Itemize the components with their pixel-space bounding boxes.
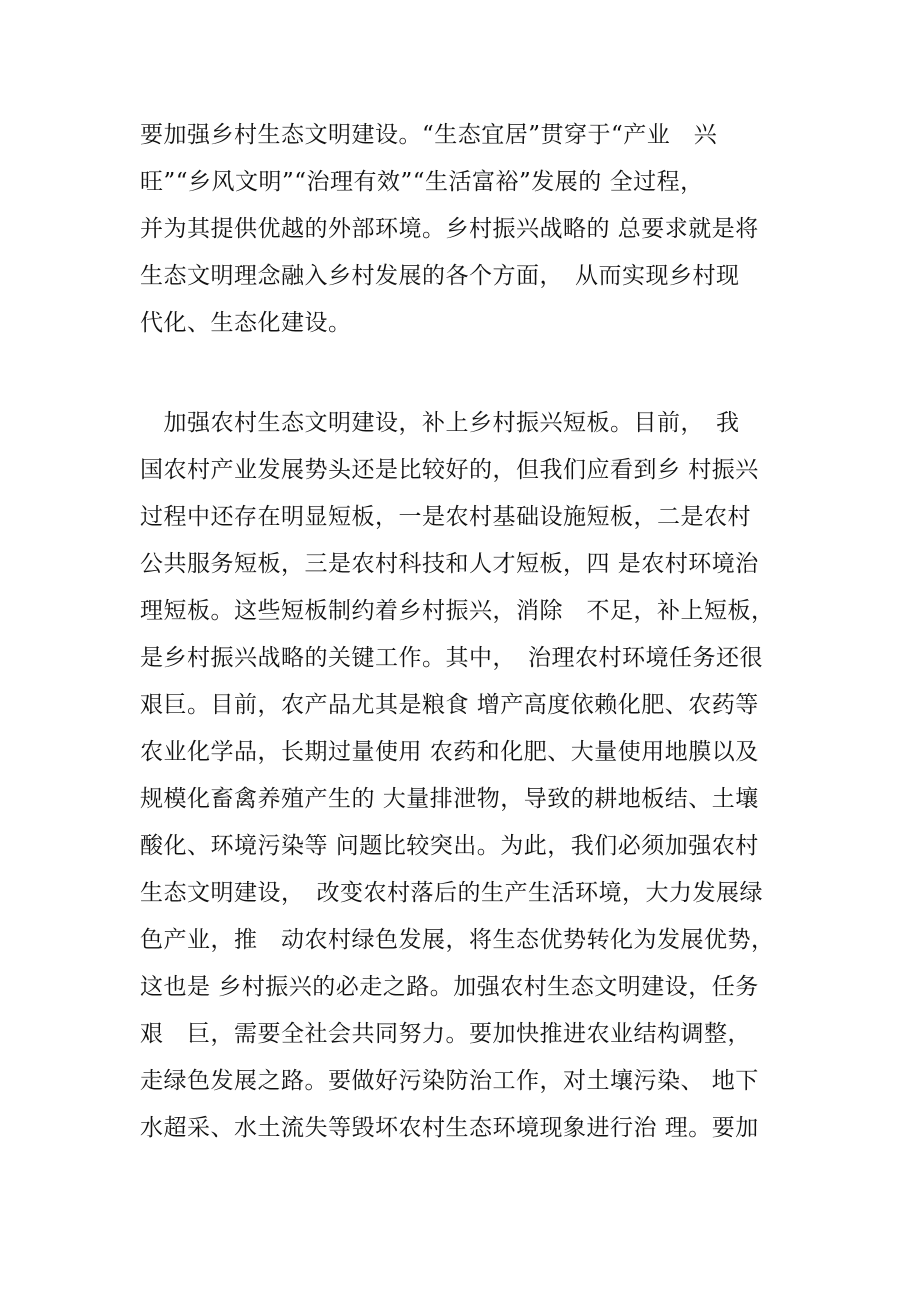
text-line: 艰 巨，需要全社会共同努力。要加快推进农业结构调整， — [140, 1021, 751, 1047]
text-line: 生态文明建设， 改变农村落后的生产生活环境，大力发展绿 — [140, 880, 763, 906]
text-line: 艰巨。目前，农产品尤其是粮食 增产高度依赖化肥、农药等 — [140, 692, 759, 718]
text-line: 并为其提供优越的外部环境。乡村振兴战略的 总要求就是将 — [140, 216, 759, 242]
text-line: 规模化畜禽养殖产生的 大量排泄物，导致的耕地板结、土壤 — [140, 786, 759, 812]
text-line: 这也是 乡村振兴的必走之路。加强农村生态文明建设，任务 — [140, 974, 759, 1000]
paragraph-rural-ecology-intro — [140, 112, 820, 347]
text-line: 过程中还存在明显短板，一是农村基础设施短板，二是农村 — [140, 504, 751, 530]
paragraph-strengthen-rural-ecology — [140, 400, 820, 1152]
text-line: 旺”“乡风文明”“治理有效”“生活富裕”发展的 全过程， — [140, 169, 704, 195]
text-line: 水超采、水土流失等毁坏农村生态环境现象进行治 理。要加 — [140, 1115, 759, 1141]
text-line: 国农村产业发展势头还是比较好的，但我们应看到乡 村振兴 — [140, 457, 759, 483]
text-line: 生态文明理念融入乡村发展的各个方面， 从而实现乡村现 — [140, 263, 740, 289]
text-line: 加强农村生态文明建设，补上乡村振兴短板。目前， 我 — [140, 410, 740, 436]
text-line: 公共服务短板，三是农村科技和人才短板，四 是农村环境治 — [140, 551, 759, 577]
text-line: 色产业，推 动农村绿色发展，将生态优势转化为发展优势， — [140, 927, 775, 953]
text-line: 酸化、环境污染等 问题比较突出。为此，我们必须加强农村 — [140, 833, 759, 859]
text-line: 代化、生态化建设。 — [140, 310, 352, 336]
text-line: 农业化学品，长期过量使用 农药和化肥、大量使用地膜以及 — [140, 739, 759, 765]
text-line: 理短板。这些短板制约着乡村振兴，消除 不足，补上短板， — [140, 598, 775, 624]
text-line: 要加强乡村生态文明建设。“生态宜居”贯穿于“产业 兴 — [140, 122, 718, 148]
text-line: 是乡村振兴战略的关键工作。其中， 治理农村环境任务还很 — [140, 645, 763, 671]
text-line: 走绿色发展之路。要做好污染防治工作，对土壤污染、 地下 — [140, 1068, 759, 1094]
